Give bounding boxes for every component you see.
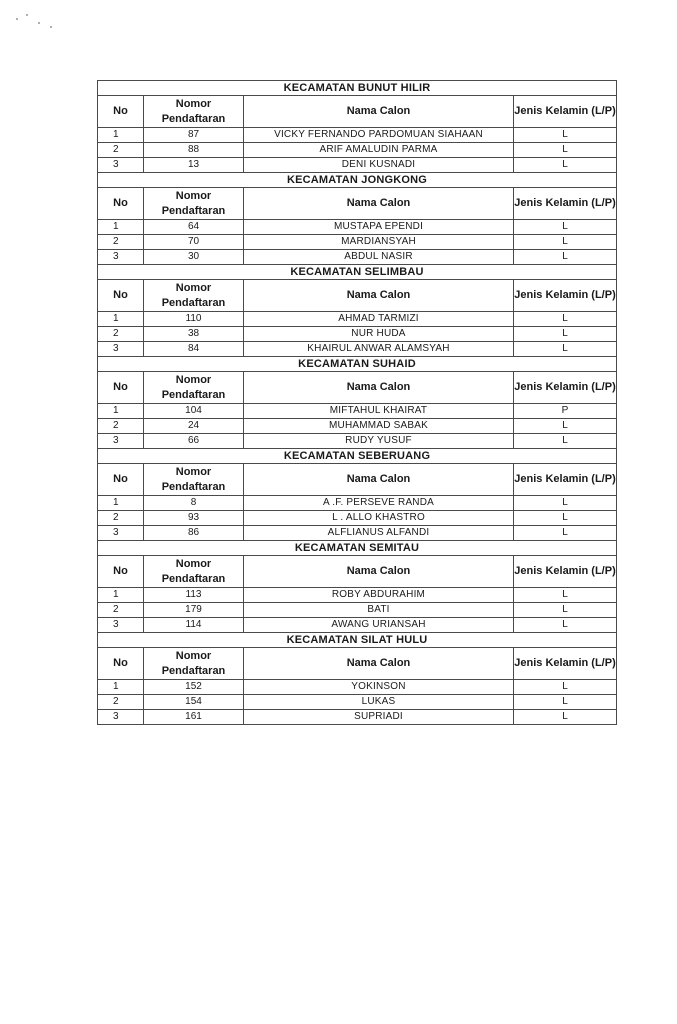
header-nama-calon: Nama Calon: [244, 188, 514, 220]
row-nomor-pendaftaran: 84: [144, 342, 244, 357]
row-no: 3: [98, 618, 144, 633]
section-title: KECAMATAN BUNUT HILIR: [98, 81, 617, 96]
table-row: [98, 404, 617, 419]
row-nama-calon: RUDY YUSUF: [244, 434, 514, 449]
row-jenis-kelamin: L: [514, 250, 617, 265]
row-nama-calon: AHMAD TARMIZI: [244, 312, 514, 327]
candidate-roster: [97, 80, 616, 725]
header-nama-calon: Nama Calon: [244, 280, 514, 312]
row-nama-calon: KHAIRUL ANWAR ALAMSYAH: [244, 342, 514, 357]
row-nomor-pendaftaran: 152: [144, 680, 244, 695]
table-row: [98, 434, 617, 449]
section-title: KECAMATAN SEMITAU: [98, 541, 617, 556]
row-nomor-pendaftaran: 38: [144, 327, 244, 342]
row-nama-calon: MUSTAPA EPENDI: [244, 220, 514, 235]
row-no: 2: [98, 143, 144, 158]
row-no: 1: [98, 496, 144, 511]
table-row: [98, 618, 617, 633]
header-nama-calon: Nama Calon: [244, 464, 514, 496]
row-no: 3: [98, 434, 144, 449]
table-row: [98, 588, 617, 603]
row-no: 2: [98, 511, 144, 526]
row-nama-calon: BATI: [244, 603, 514, 618]
row-nama-calon: MUHAMMAD SABAK: [244, 419, 514, 434]
row-nomor-pendaftaran: 93: [144, 511, 244, 526]
header-no: No: [98, 188, 144, 220]
header-row: [98, 372, 617, 404]
row-jenis-kelamin: L: [514, 128, 617, 143]
row-jenis-kelamin: L: [514, 434, 617, 449]
row-nama-calon: MARDIANSYAH: [244, 235, 514, 250]
row-nama-calon: NUR HUDA: [244, 327, 514, 342]
row-nama-calon: YOKINSON: [244, 680, 514, 695]
row-nama-calon: ALFLIANUS ALFANDI: [244, 526, 514, 541]
section-title-row: [98, 541, 617, 556]
header-nomor-pendaftaran: Nomor Pendaftaran: [144, 96, 244, 128]
section-title: KECAMATAN SEBERUANG: [98, 449, 617, 464]
row-no: 3: [98, 158, 144, 173]
table-row: [98, 128, 617, 143]
row-nomor-pendaftaran: 161: [144, 710, 244, 725]
row-jenis-kelamin: L: [514, 158, 617, 173]
row-jenis-kelamin: L: [514, 680, 617, 695]
row-nama-calon: L . ALLO KHASTRO: [244, 511, 514, 526]
row-no: 2: [98, 603, 144, 618]
header-nama-calon: Nama Calon: [244, 648, 514, 680]
row-no: 3: [98, 342, 144, 357]
row-jenis-kelamin: L: [514, 618, 617, 633]
table-row: [98, 312, 617, 327]
row-nama-calon: MIFTAHUL KHAIRAT: [244, 404, 514, 419]
row-jenis-kelamin: L: [514, 496, 617, 511]
row-no: 1: [98, 680, 144, 695]
header-jenis-kelamin: Jenis Kelamin (L/P): [514, 188, 617, 220]
row-nomor-pendaftaran: 154: [144, 695, 244, 710]
row-nomor-pendaftaran: 66: [144, 434, 244, 449]
row-jenis-kelamin: L: [514, 312, 617, 327]
row-jenis-kelamin: L: [514, 526, 617, 541]
row-nomor-pendaftaran: 70: [144, 235, 244, 250]
table-row: [98, 511, 617, 526]
header-nomor-pendaftaran: Nomor Pendaftaran: [144, 648, 244, 680]
row-jenis-kelamin: L: [514, 419, 617, 434]
row-nomor-pendaftaran: 64: [144, 220, 244, 235]
table-row: [98, 342, 617, 357]
header-no: No: [98, 464, 144, 496]
row-nomor-pendaftaran: 87: [144, 128, 244, 143]
row-no: 3: [98, 526, 144, 541]
row-no: 2: [98, 235, 144, 250]
table-row: [98, 526, 617, 541]
row-nomor-pendaftaran: 13: [144, 158, 244, 173]
table-row: [98, 695, 617, 710]
table-row: [98, 235, 617, 250]
roster-body: [98, 81, 617, 725]
header-no: No: [98, 372, 144, 404]
table-row: [98, 710, 617, 725]
header-no: No: [98, 648, 144, 680]
header-no: No: [98, 96, 144, 128]
table-row: [98, 603, 617, 618]
row-nama-calon: DENI KUSNADI: [244, 158, 514, 173]
row-nama-calon: SUPRIADI: [244, 710, 514, 725]
section-title-row: [98, 449, 617, 464]
section-title: KECAMATAN JONGKONG: [98, 173, 617, 188]
row-nomor-pendaftaran: 86: [144, 526, 244, 541]
row-jenis-kelamin: L: [514, 695, 617, 710]
scan-specks: [16, 14, 56, 34]
row-jenis-kelamin: L: [514, 143, 617, 158]
header-nomor-pendaftaran: Nomor Pendaftaran: [144, 280, 244, 312]
row-nomor-pendaftaran: 24: [144, 419, 244, 434]
row-nomor-pendaftaran: 30: [144, 250, 244, 265]
row-nama-calon: ABDUL NASIR: [244, 250, 514, 265]
row-nama-calon: ARIF AMALUDIN PARMA: [244, 143, 514, 158]
row-nama-calon: AWANG URIANSAH: [244, 618, 514, 633]
row-no: 1: [98, 128, 144, 143]
header-nomor-pendaftaran: Nomor Pendaftaran: [144, 188, 244, 220]
section-title-row: [98, 81, 617, 96]
row-nama-calon: ROBY ABDURAHIM: [244, 588, 514, 603]
table-row: [98, 327, 617, 342]
row-jenis-kelamin: L: [514, 327, 617, 342]
row-no: 2: [98, 327, 144, 342]
header-jenis-kelamin: Jenis Kelamin (L/P): [514, 96, 617, 128]
header-jenis-kelamin: Jenis Kelamin (L/P): [514, 280, 617, 312]
row-jenis-kelamin: L: [514, 220, 617, 235]
header-row: [98, 464, 617, 496]
row-no: 2: [98, 419, 144, 434]
row-nama-calon: VICKY FERNANDO PARDOMUAN SIAHAAN: [244, 128, 514, 143]
table-row: [98, 250, 617, 265]
row-nomor-pendaftaran: 110: [144, 312, 244, 327]
header-nama-calon: Nama Calon: [244, 556, 514, 588]
row-nomor-pendaftaran: 104: [144, 404, 244, 419]
row-jenis-kelamin: L: [514, 710, 617, 725]
table-row: [98, 680, 617, 695]
header-nama-calon: Nama Calon: [244, 96, 514, 128]
row-nomor-pendaftaran: 114: [144, 618, 244, 633]
row-nomor-pendaftaran: 8: [144, 496, 244, 511]
candidate-table: [97, 80, 617, 725]
row-no: 1: [98, 220, 144, 235]
section-title: KECAMATAN SELIMBAU: [98, 265, 617, 280]
header-row: [98, 280, 617, 312]
header-nama-calon: Nama Calon: [244, 372, 514, 404]
header-jenis-kelamin: Jenis Kelamin (L/P): [514, 648, 617, 680]
section-title-row: [98, 633, 617, 648]
section-title-row: [98, 173, 617, 188]
header-nomor-pendaftaran: Nomor Pendaftaran: [144, 464, 244, 496]
header-row: [98, 648, 617, 680]
table-row: [98, 220, 617, 235]
header-row: [98, 188, 617, 220]
header-row: [98, 556, 617, 588]
row-no: 1: [98, 404, 144, 419]
section-title: KECAMATAN SILAT HULU: [98, 633, 617, 648]
header-nomor-pendaftaran: Nomor Pendaftaran: [144, 372, 244, 404]
row-jenis-kelamin: L: [514, 588, 617, 603]
row-no: 2: [98, 695, 144, 710]
row-nomor-pendaftaran: 88: [144, 143, 244, 158]
table-row: [98, 496, 617, 511]
header-row: [98, 96, 617, 128]
header-nomor-pendaftaran: Nomor Pendaftaran: [144, 556, 244, 588]
section-title-row: [98, 357, 617, 372]
header-no: No: [98, 280, 144, 312]
table-row: [98, 143, 617, 158]
row-no: 1: [98, 588, 144, 603]
header-jenis-kelamin: Jenis Kelamin (L/P): [514, 372, 617, 404]
row-no: 1: [98, 312, 144, 327]
row-no: 3: [98, 710, 144, 725]
row-jenis-kelamin: P: [514, 404, 617, 419]
row-jenis-kelamin: L: [514, 603, 617, 618]
row-nama-calon: LUKAS: [244, 695, 514, 710]
header-no: No: [98, 556, 144, 588]
section-title: KECAMATAN SUHAID: [98, 357, 617, 372]
table-row: [98, 158, 617, 173]
row-nomor-pendaftaran: 179: [144, 603, 244, 618]
row-no: 3: [98, 250, 144, 265]
row-nama-calon: A .F. PERSEVE RANDA: [244, 496, 514, 511]
header-jenis-kelamin: Jenis Kelamin (L/P): [514, 464, 617, 496]
row-nomor-pendaftaran: 113: [144, 588, 244, 603]
row-jenis-kelamin: L: [514, 342, 617, 357]
table-row: [98, 419, 617, 434]
row-jenis-kelamin: L: [514, 511, 617, 526]
row-jenis-kelamin: L: [514, 235, 617, 250]
header-jenis-kelamin: Jenis Kelamin (L/P): [514, 556, 617, 588]
section-title-row: [98, 265, 617, 280]
